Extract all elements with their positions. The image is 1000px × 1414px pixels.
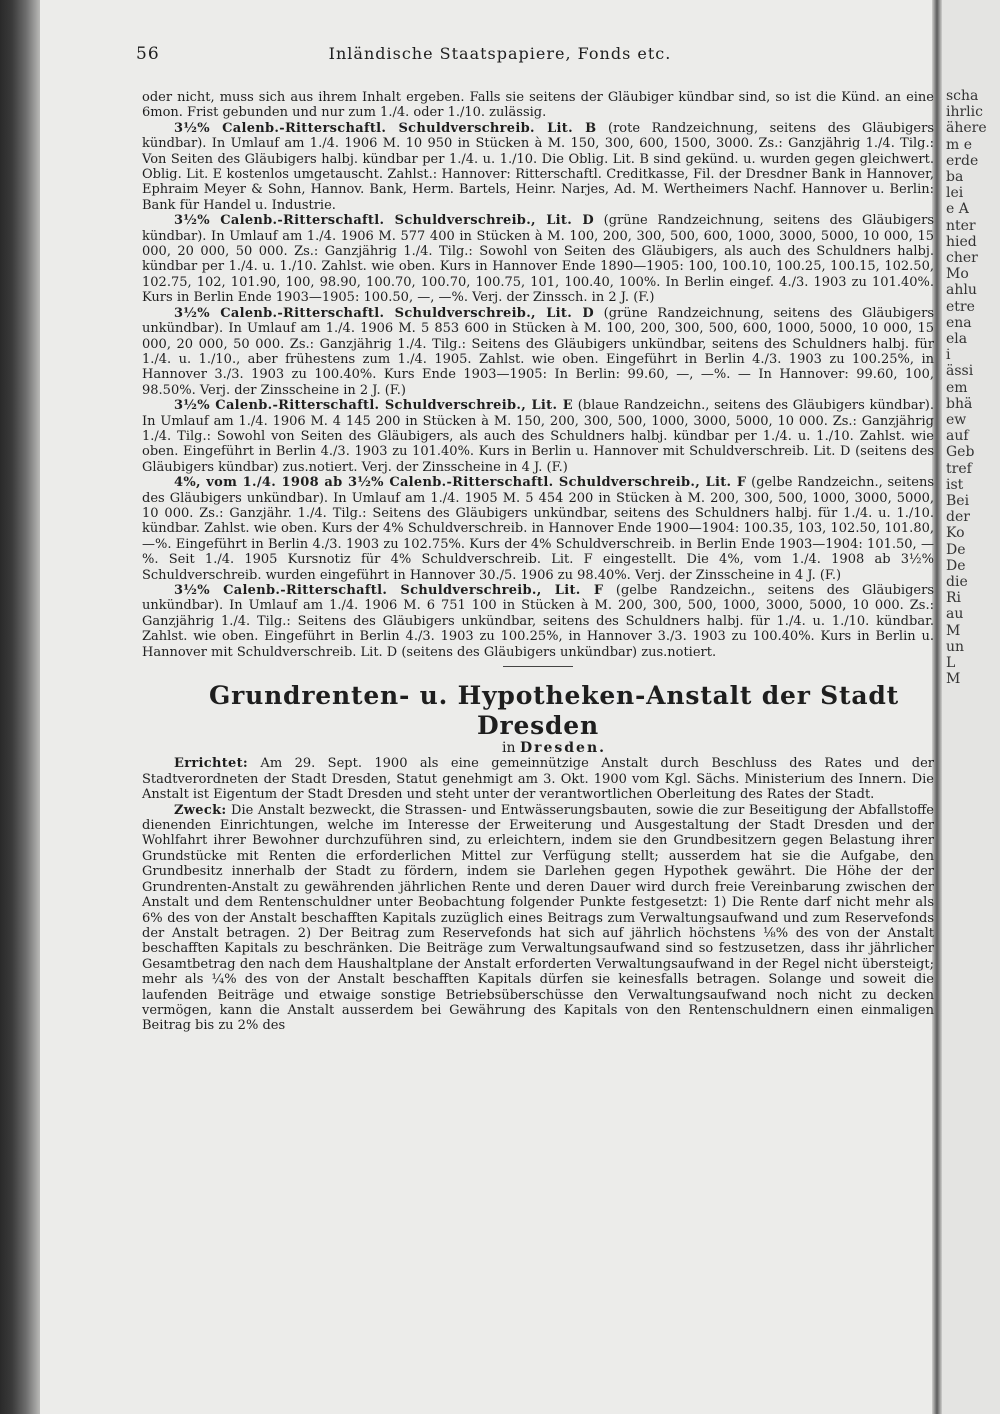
section-subtitle — [142, 741, 934, 756]
adjacent-page-fragment: ba — [946, 169, 964, 185]
paragraph-lead: Zweck: — [174, 802, 227, 818]
page-number: 56 — [136, 44, 160, 64]
paragraph — [142, 398, 934, 475]
adjacent-page-fragment: etre — [946, 298, 975, 315]
paragraph — [142, 756, 934, 802]
paragraph-text: Die Anstalt bezweckt, die Strassen- und Entwässerungsbauten, sowie die zur Beseitigung der Abfallstoffe dienenden Einrichtungen, welche im Interesse der Erweiterung und Ausgestaltung der Stadt Dresden und der Wohlfahrt ihrer Bewohner durchzuführen sind, zu erleichtern, indem sie den Grundbesitzern gegen Belastung ihrer Grundstücke mit Renten die erforderlichen Mittel zur Verfügung stellt; ausserdem hat sie die Aufgabe, den Grundbesitz innerhalb der Stadt zu fördern, indem sie Darlehen gegen Hypothek gewährt. Die Höhe der der Grundrenten-Anstalt zu gewährenden jährlichen Rente und deren Dauer wird durch freie Vereinbarung zwischen der Anstalt und dem Rentenschuldner unter Beobachtung folgender Punkte festgesetzt: 1) Die Rente darf nicht mehr als 6% des von der Anstalt beschafften Kapitals zuzüglich eines Beitrags zum Verwaltungsaufwand und zum Reservefonds der Anstalt betragen. 2) Der Beitrag zum Reservefonds hat sich auf jährlich höchstens ⅛% des von der Anstalt beschafften Kapitals zu beschränken. Die Beiträge zum Verwaltungsaufwand sind so festzusetzen, dass ihr jährlicher Gesamtbetrag den nach dem Haushaltplane der Anstalt erforderten Verwaltungsaufwand in der Regel nicht übersteigt; mehr als ¼% des von der Anstalt beschafften Kapitals dürfen sie keinesfalls betragen. Solange und soweit die laufenden Beiträge und etwaige sonstige Betriebsüberschüsse den Verwaltungsaufwand noch nicht zu decken vermögen, kann die Anstalt ausserdem bei Gewährung des Kapitals von den Rentenschuldnern einen einmaligen Beitrag bis zu 2% des — [142, 802, 934, 1034]
running-head: Inländische Staatspapiere, Fonds etc. — [328, 44, 672, 63]
paragraph-text: (grüne Randzeichnung, seitens des Gläubigers unkündbar). In Umlauf am 1./4. 1906 M. 5 853 600 in Stücken à M. 100, 200, 300, 500, 600, 1000, 5000, 10 000, 15 000, 20 000, 50 000. Zs.: Ganzjährig 1./4. Tilg.: Seitens des Gläubigers unkündbar, seitens des Schuldners halbj. für 1./4. u. 1./10., aber frühestens zum 1./4. 1905. Zahlst. wie oben. Eingeführt in Berlin 4./3. 1903 zu 100.25%, in Hannover 3./3. 1903 zu 100.40%. Kurs Ende 1903—1905: In Berlin: 99.60, —, —%. — In Hannover: 99.60, 100, 98.50%. Verj. der Zinsscheine in 2 J. (F.) — [142, 305, 934, 398]
adjacent-page-fragment: ahlu — [946, 282, 977, 299]
paragraph-lead: Errichtet: — [174, 756, 248, 772]
adjacent-page-fragment: M — [946, 622, 961, 639]
paragraph-text: (gelbe Randzeichn., seitens des Gläubigers unkündbar). In Umlauf am 1./4. 1905 M. 5 454 200 in Stücken à M. 200, 300, 500, 1000, 3000, 5000, 10 000. Zs.: Ganzjähr. 1./4. Tilg.: Seitens des Gläubigers unkündbar, seitens des Schuldners halbj. für 1./4. u. 1./10. kündbar. Zahlst. wie oben. Kurs der 4% Schuldverschreib. in Hannover Ende 1900—1904: 100.35, 103, 102.50, 101.80, —%. Eingeführt in Berlin 4./3. 1903 zu 102.75%. Kurs der 4% Schuldverschreib. in Berlin Ende 1903—1904: 101.50, —%. Seit 1./4. 1905 Kursnotiz für 4% Schuldverschreib. Lit. F eingestellt. Die 4%, vom 1./4. 1908 ab 3½% Schuldverschreib. wurden eingeführt in Hannover 30./5. 1906 zu 98.40%. Verj. der Zinsscheine in 4 J. (F.) — [142, 475, 934, 583]
paragraph-lead: 3½% Calenb.-Ritterschaftl. Schuldverschreib. Lit. B — [174, 120, 597, 136]
adjacent-page-fragment: die — [946, 574, 968, 590]
paragraph — [142, 475, 934, 583]
adjacent-page-fragment: L — [946, 655, 956, 671]
paragraph-text: oder nicht, muss sich aus ihrem Inhalt ergeben. Falls sie seitens der Gläubiger kündbar sind, so ist die Künd. an eine 6mon. Frist gebunden und nur zum 1./4. oder 1./10. zulässig. — [142, 90, 934, 121]
adjacent-page-fragment: Ri — [946, 590, 962, 607]
paragraph — [142, 121, 934, 213]
adjacent-page-fragment: bhä — [946, 395, 973, 412]
adjacent-page-fragment: ässi — [946, 363, 974, 380]
paragraph-text: Am 29. Sept. 1900 als eine gemeinnützige Anstalt durch Beschluss des Rates und der Stadtverordneten der Stadt Dresden, Statut genehmigt am 3. Okt. 1900 vom Kgl. Sächs. Ministerium des Innern. Die Anstalt ist Eigentum der Stadt Dresden und steht unter der verantwortlichen Oberleitung des Rates der Stadt. — [142, 756, 934, 803]
paragraph-lead: 4%, vom 1./4. 1908 ab 3½% Calenb.-Ritterschaftl. Schuldverschreib., Lit. F — [174, 475, 747, 491]
paragraph-text: (rote Randzeichnung, seitens des Gläubigers kündbar). In Umlauf am 1./4. 1906 M. 10 950 in Stücken à M. 150, 300, 600, 1500, 3000. Zs.: Ganzjährig 1./4. Tilg.: Von Seiten des Gläubigers halbj. kündbar per 1./4. u. 1./10. Die Oblig. Lit. B sind gekünd. u. wurden gegen gleichwert. Oblig. Lit. E kostenlos umgetauscht. Zahlst.: Hannover: Ritterschaftl. Creditkasse, Fil. der Dresdner Bank in Hannover, Ephraim Meyer & Sohn, Hannov. Bank, Herm. Bartels, Heinr. Narjes, Ad. M. Wertheimers Nachf. Hannover u. Berlin: Bank für Handel u. Industrie. — [142, 120, 934, 213]
paragraph-text: (grüne Randzeichnung, seitens des Gläubigers kündbar). In Umlauf am 1./4. 1906 M. 577 400 in Stücken à M. 100, 200, 300, 500, 600, 1000, 3000, 5000, 10 000, 15 000, 20 000, 50 000. Zs.: Ganzjährig 1./4. Tilg.: Sowohl von Seiten des Gläubigers, als auch des Schuldners halbj. kündbar per 1./4. u. 1./10. Zahlst. wie oben. Kurs in Hannover Ende 1890—1905: 100, 100.10, 100.25, 100.15, 102.50, 102.75, 102, 101.90, 100, 98.90, 100.70, 100.70, 100.75, 101, 100.40, 100%. In Berlin eingef. 4./3. 1903 zu 101.40%. Kurs in Berlin Ende 1903—1905: 100.50, —, —%. Verj. der Zinssch. in 2 J. (F.) — [142, 213, 934, 306]
section-divider — [503, 666, 573, 667]
paragraph — [142, 583, 934, 660]
bond-entries — [142, 90, 934, 660]
adjacent-page-fragment: ela — [946, 331, 968, 347]
adjacent-page-fragment: ena — [946, 314, 972, 331]
adjacent-page-fragment: ist — [946, 476, 964, 493]
adjacent-page-fragment: i — [946, 347, 951, 364]
adjacent-page-fragment: hied — [946, 233, 977, 250]
adjacent-page-fragment: auf — [946, 428, 969, 445]
paragraph-text: (blaue Randzeichn., seitens des Gläubigers kündbar). In Umlauf am 1./4. 1906 M. 4 145 200 in Stücken à M. 150, 200, 300, 500, 1000, 3000, 5000, 10 000. Zs.: Ganzjährig 1./4. Tilg.: Sowohl von Seiten des Gläubigers, als auch des Schuldners halbj. kündbar per 1./4. u. 1./10. Zahlst. wie oben. Eingeführt in Berlin 4./3. 1903 zu 101.40%. Kurs in Berlin u. Hannover mit Schuldverschreib. Lit. D (seitens des Gläubigers kündbar) zus.notiert. Verj. der Zinsscheine in 4 J. (F.) — [142, 398, 934, 475]
adjacent-page-fragment: au — [946, 606, 964, 623]
adjacent-page-fragment: erde — [946, 152, 979, 169]
paragraph-text: (gelbe Randzeichn., seitens des Gläubigers unkündbar). In Umlauf am 1./4. 1906 M. 6 751 100 in Stücken à M. 200, 300, 500, 1000, 3000, 5000, 10 000. Zs.: Ganzjährig 1./4. Tilg.: Seitens des Gläubigers unkündbar, seitens des Schuldners halbj. für 1./4. u. 1./10. kündbar. Zahlst. wie oben. Eingeführt in Berlin 4./3. 1903 zu 100.25%, in Hannover 3./3. 1903 zu 100.40%. Kurs in Berlin u. Hannover mit Schuldverschreib. Lit. D (seitens des Gläubigers unkündbar) zus.notiert. — [142, 583, 934, 660]
adjacent-page-fragment: lei — [946, 185, 964, 202]
adjacent-page-fragment: cher — [946, 250, 978, 266]
paragraph-lead: 3½% Calenb.-Ritterschaftl. Schuldverschreib., Lit. F — [174, 583, 604, 598]
adjacent-page-fragment: un — [946, 638, 965, 655]
adjacent-page-fragment: M — [946, 671, 961, 688]
adjacent-page-fragment: De — [946, 557, 966, 574]
paragraph-lead: 3½% Calenb.-Ritterschaftl. Schuldverschreib., Lit. D — [174, 213, 594, 229]
adjacent-page-fragment: Mo — [946, 266, 969, 283]
section-body — [142, 756, 934, 1033]
subtitle-prefix: in — [501, 740, 516, 757]
adjacent-page-fragment: nter — [946, 217, 976, 234]
book-binding-shadow — [0, 0, 40, 1414]
adjacent-page-fragment: De — [946, 541, 966, 558]
paragraph — [142, 213, 934, 305]
adjacent-page-fragment: ihrlic — [946, 104, 983, 121]
paragraph — [142, 90, 934, 121]
paragraph-lead: 3½% Calenb.-Ritterschaftl. Schuldverschreib., Lit. E — [174, 398, 573, 414]
adjacent-page-fragment: tref — [946, 460, 972, 477]
adjacent-page-edge — [942, 0, 1000, 1414]
paragraph-lead: 3½% Calenb.-Ritterschaftl. Schuldverschreib., Lit. D — [174, 305, 594, 321]
adjacent-page-fragment: scha — [946, 88, 979, 104]
adjacent-page-fragment: em — [946, 379, 968, 396]
subtitle-place: Dresden. — [519, 740, 606, 757]
adjacent-page-fragment: der — [946, 509, 970, 526]
adjacent-page-fragment: Ko — [946, 525, 965, 542]
paragraph — [142, 306, 934, 398]
paragraph — [142, 803, 934, 1034]
adjacent-page-fragment: ähere — [946, 120, 987, 137]
adjacent-page-fragment: ew — [946, 412, 967, 428]
section-title: Grundrenten- u. Hypotheken-Anstalt der Stadt Dresden — [208, 681, 900, 741]
adjacent-page-fragment: m e — [946, 136, 973, 153]
page-content — [142, 90, 934, 1034]
adjacent-page-fragment: e A — [946, 201, 969, 218]
adjacent-page-fragment: Geb — [946, 444, 975, 461]
adjacent-page-fragment: Bei — [946, 493, 970, 509]
